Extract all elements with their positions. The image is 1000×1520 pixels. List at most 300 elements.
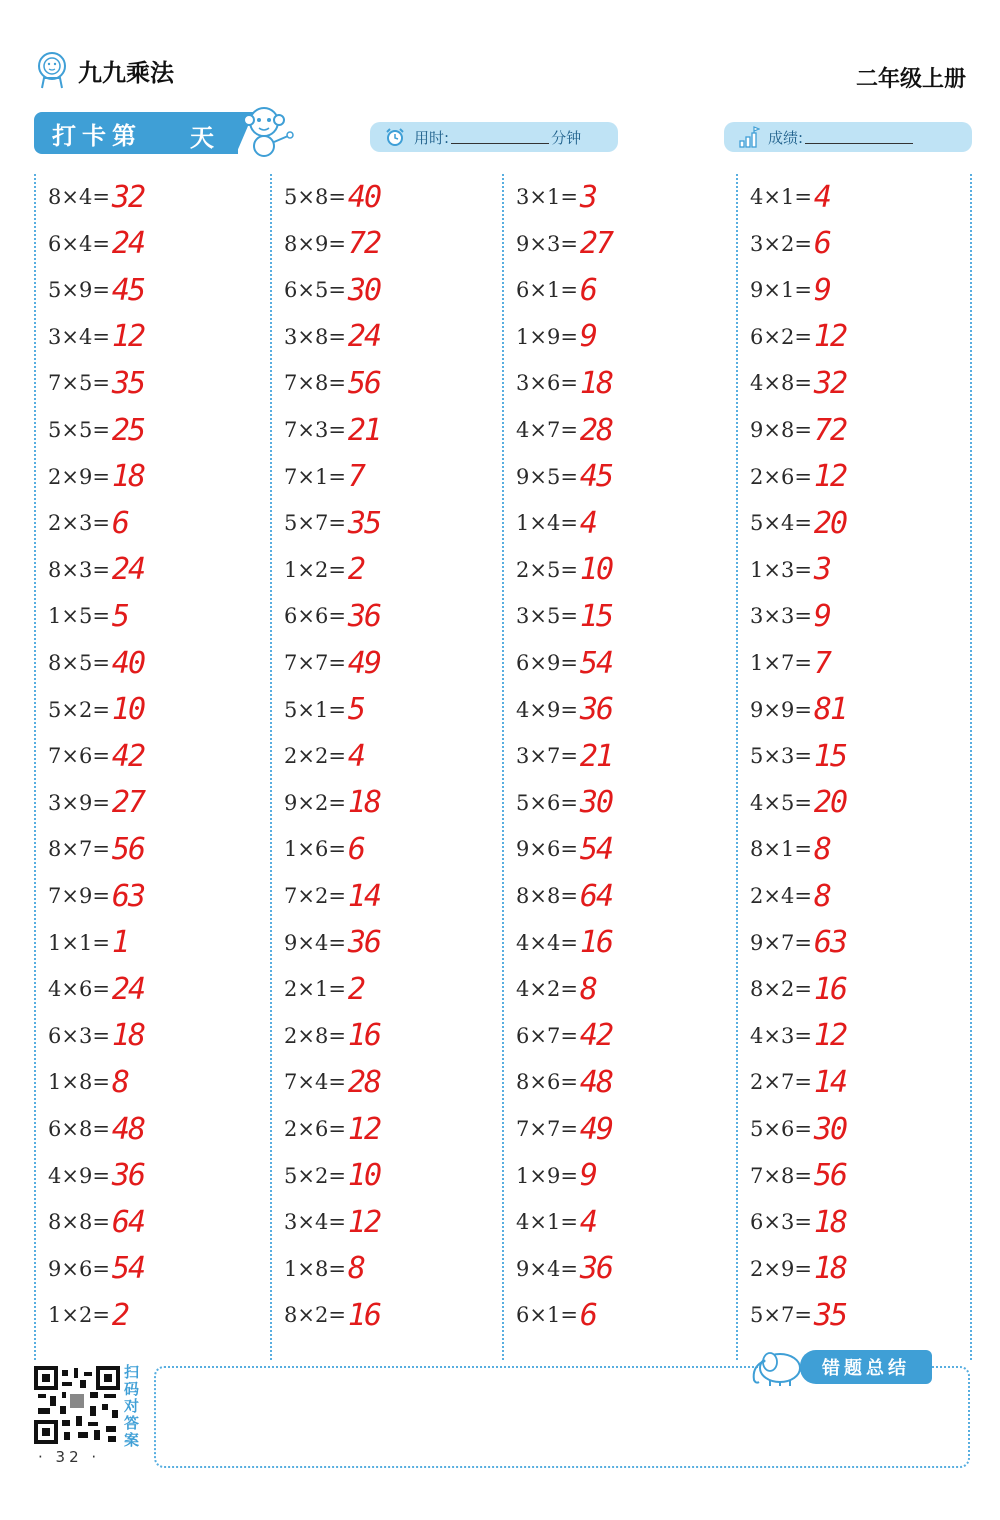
exercise-row bbox=[48, 1106, 144, 1152]
time-unit: 分钟 bbox=[551, 128, 582, 147]
multiplication-question: 2×6= bbox=[750, 464, 812, 489]
exercise-row bbox=[48, 454, 144, 500]
multiplication-question: 6×2= bbox=[750, 324, 812, 349]
handwritten-answer[interactable]: 8 bbox=[347, 1251, 364, 1287]
multiplication-question: 6×9= bbox=[516, 651, 578, 675]
multiplication-question: 3×1= bbox=[516, 185, 578, 209]
exercise-row bbox=[48, 640, 144, 686]
handwritten-answer[interactable]: 30 bbox=[579, 785, 613, 821]
multiplication-question: 6×3= bbox=[48, 1023, 110, 1048]
exercise-row bbox=[284, 920, 380, 966]
handwritten-answer[interactable]: 45 bbox=[111, 272, 145, 308]
multiplication-question: 2×4= bbox=[750, 884, 812, 908]
handwritten-answer[interactable]: 54 bbox=[579, 645, 613, 681]
multiplication-question: 2×8= bbox=[284, 1023, 346, 1048]
exercise-row bbox=[284, 593, 380, 639]
handwritten-answer[interactable]: 54 bbox=[111, 1251, 145, 1287]
exercise-row bbox=[750, 640, 830, 686]
multiplication-question: 8×2= bbox=[750, 977, 812, 1002]
multiplication-question: 9×7= bbox=[750, 930, 812, 955]
handwritten-answer[interactable]: 18 bbox=[111, 459, 145, 495]
handwritten-answer[interactable]: 6 bbox=[111, 505, 128, 541]
exercise-row bbox=[284, 1106, 380, 1152]
exercise-row bbox=[750, 1292, 846, 1338]
handwritten-answer[interactable]: 7 bbox=[347, 459, 364, 495]
handwritten-answer[interactable]: 32 bbox=[813, 365, 847, 401]
multiplication-question: 8×5= bbox=[48, 651, 110, 675]
exercise-row bbox=[750, 826, 830, 872]
handwritten-answer[interactable]: 64 bbox=[579, 878, 613, 914]
multiplication-question: 2×6= bbox=[284, 1117, 346, 1141]
multiplication-question: 6×1= bbox=[516, 1303, 578, 1328]
exercise-row bbox=[516, 547, 612, 593]
multiplication-question: 2×3= bbox=[48, 511, 110, 536]
exercise-row bbox=[284, 873, 380, 919]
exercise-row bbox=[284, 407, 380, 453]
exercise-row bbox=[284, 780, 380, 826]
exercise-row bbox=[516, 1292, 596, 1338]
handwritten-answer[interactable]: 56 bbox=[347, 365, 381, 401]
multiplication-question: 2×5= bbox=[516, 557, 578, 582]
multiplication-question: 5×2= bbox=[284, 1163, 346, 1188]
multiplication-question: 5×6= bbox=[750, 1117, 812, 1141]
multiplication-question: 3×4= bbox=[48, 324, 110, 349]
exercise-row bbox=[516, 360, 612, 406]
handwritten-answer[interactable]: 15 bbox=[579, 598, 613, 634]
exercise-row bbox=[516, 687, 612, 733]
handwritten-answer[interactable]: 36 bbox=[347, 598, 381, 634]
multiplication-question: 9×2= bbox=[284, 790, 346, 815]
handwritten-answer[interactable]: 21 bbox=[347, 412, 381, 448]
exercise-row bbox=[750, 1059, 846, 1105]
exercise-row bbox=[284, 733, 364, 779]
book-title: 九九乘法 bbox=[78, 58, 174, 87]
column-divider bbox=[270, 174, 272, 1360]
elephant-icon bbox=[748, 1346, 806, 1388]
multiplication-question: 6×4= bbox=[48, 231, 110, 256]
handwritten-answer[interactable]: 9 bbox=[813, 272, 830, 308]
time-field bbox=[370, 122, 618, 152]
multiplication-question: 2×7= bbox=[750, 1070, 812, 1095]
exercise-row bbox=[750, 873, 830, 919]
handwritten-answer[interactable]: 36 bbox=[347, 925, 381, 961]
exercise-row bbox=[284, 267, 380, 313]
mistake-summary-title: 错题总结 bbox=[800, 1350, 932, 1384]
handwritten-answer[interactable]: 16 bbox=[347, 1297, 381, 1333]
handwritten-answer[interactable]: 3 bbox=[813, 552, 830, 588]
lion-icon bbox=[34, 50, 70, 90]
multiplication-question: 7×7= bbox=[516, 1117, 578, 1141]
multiplication-question: 9×1= bbox=[750, 278, 812, 303]
handwritten-answer[interactable]: 36 bbox=[111, 1158, 145, 1194]
multiplication-question: 8×9= bbox=[284, 231, 346, 256]
multiplication-question: 6×5= bbox=[284, 278, 346, 303]
multiplication-question: 8×8= bbox=[48, 1210, 110, 1235]
exercise-row bbox=[516, 221, 612, 267]
exercise-row bbox=[284, 1246, 364, 1292]
handwritten-answer[interactable]: 4 bbox=[347, 738, 364, 774]
multiplication-question: 8×7= bbox=[48, 837, 110, 862]
exercise-row bbox=[516, 826, 612, 872]
handwritten-answer[interactable]: 8 bbox=[813, 878, 830, 914]
exercise-row bbox=[284, 1059, 380, 1105]
handwritten-answer[interactable]: 35 bbox=[347, 505, 381, 541]
multiplication-question: 8×3= bbox=[48, 557, 110, 582]
multiplication-question: 2×9= bbox=[48, 464, 110, 489]
handwritten-answer[interactable]: 8 bbox=[813, 831, 830, 867]
multiplication-question: 1×8= bbox=[48, 1070, 110, 1095]
multiplication-question: 4×3= bbox=[750, 1023, 812, 1048]
handwritten-answer[interactable]: 24 bbox=[111, 552, 145, 588]
exercise-row bbox=[750, 267, 830, 313]
page-number: · 32 · bbox=[38, 1448, 101, 1466]
handwritten-answer[interactable]: 63 bbox=[813, 925, 847, 961]
handwritten-answer[interactable]: 18 bbox=[813, 1204, 847, 1240]
exercise-row bbox=[284, 640, 380, 686]
multiplication-question: 4×9= bbox=[516, 697, 578, 722]
multiplication-question: 1×2= bbox=[48, 1303, 110, 1328]
exercise-row bbox=[750, 1153, 846, 1199]
handwritten-answer[interactable]: 12 bbox=[813, 1018, 847, 1054]
exercise-row bbox=[750, 1013, 846, 1059]
exercise-row bbox=[284, 360, 380, 406]
multiplication-question: 6×8= bbox=[48, 1117, 110, 1141]
handwritten-answer[interactable]: 10 bbox=[111, 692, 145, 728]
handwritten-answer[interactable]: 9 bbox=[813, 598, 830, 634]
exercise-row bbox=[48, 407, 144, 453]
exercise-row bbox=[516, 174, 596, 220]
handwritten-answer[interactable]: 12 bbox=[347, 1111, 381, 1147]
handwritten-answer[interactable]: 14 bbox=[347, 878, 381, 914]
handwritten-answer[interactable]: 54 bbox=[579, 831, 613, 867]
handwritten-answer[interactable]: 49 bbox=[347, 645, 381, 681]
multiplication-question: 4×9= bbox=[48, 1163, 110, 1188]
handwritten-answer[interactable]: 24 bbox=[111, 226, 145, 262]
multiplication-question: 2×9= bbox=[750, 1256, 812, 1281]
exercise-row bbox=[48, 826, 144, 872]
multiplication-question: 4×7= bbox=[516, 418, 578, 442]
exercise-row bbox=[516, 920, 612, 966]
handwritten-answer[interactable]: 40 bbox=[111, 645, 145, 681]
exercise-row bbox=[48, 687, 144, 733]
score-label: 成绩: bbox=[768, 128, 804, 147]
exercise-row bbox=[750, 593, 830, 639]
exercise-row bbox=[750, 174, 830, 220]
handwritten-answer[interactable]: 8 bbox=[111, 1064, 128, 1100]
exercise-row bbox=[48, 1059, 128, 1105]
multiplication-question: 7×2= bbox=[284, 884, 346, 908]
multiplication-question: 7×9= bbox=[48, 884, 110, 908]
exercise-row bbox=[48, 360, 144, 406]
exercise-row bbox=[750, 1199, 846, 1245]
multiplication-question: 5×4= bbox=[750, 511, 812, 536]
exercise-row bbox=[516, 780, 612, 826]
exercise-row bbox=[284, 826, 364, 872]
handwritten-answer[interactable]: 16 bbox=[347, 1018, 381, 1054]
exercise-row bbox=[284, 687, 364, 733]
exercise-row bbox=[48, 500, 128, 546]
time-blank[interactable] bbox=[451, 130, 549, 144]
handwritten-answer[interactable]: 10 bbox=[347, 1158, 381, 1194]
multiplication-question: 3×9= bbox=[48, 790, 110, 815]
multiplication-question: 7×1= bbox=[284, 464, 346, 489]
multiplication-question: 1×5= bbox=[48, 604, 110, 629]
multiplication-question: 6×6= bbox=[284, 604, 346, 629]
exercise-row bbox=[750, 1246, 846, 1292]
exercise-row bbox=[750, 314, 846, 360]
multiplication-question: 1×2= bbox=[284, 557, 346, 582]
multiplication-question: 1×9= bbox=[516, 1163, 578, 1188]
exercise-row bbox=[284, 1292, 380, 1338]
handwritten-answer[interactable]: 18 bbox=[579, 365, 613, 401]
handwritten-answer[interactable]: 20 bbox=[813, 505, 847, 541]
exercise-row bbox=[750, 1106, 846, 1152]
exercise-row bbox=[750, 733, 846, 779]
exercise-row bbox=[750, 360, 846, 406]
handwritten-answer[interactable]: 72 bbox=[347, 226, 381, 262]
handwritten-answer[interactable]: 18 bbox=[347, 785, 381, 821]
handwritten-answer[interactable]: 12 bbox=[813, 319, 847, 355]
multiplication-question: 5×3= bbox=[750, 744, 812, 769]
handwritten-answer[interactable]: 42 bbox=[579, 1018, 613, 1054]
handwritten-answer[interactable]: 28 bbox=[579, 412, 613, 448]
handwritten-answer[interactable]: 20 bbox=[813, 785, 847, 821]
handwritten-answer[interactable]: 30 bbox=[813, 1111, 847, 1147]
multiplication-question: 1×9= bbox=[516, 324, 578, 349]
handwritten-answer[interactable]: 36 bbox=[579, 1251, 613, 1287]
handwritten-answer[interactable]: 3 bbox=[579, 179, 596, 215]
handwritten-answer[interactable]: 27 bbox=[579, 226, 613, 262]
exercise-row bbox=[48, 314, 144, 360]
handwritten-answer[interactable]: 56 bbox=[813, 1158, 847, 1194]
column-divider bbox=[736, 174, 738, 1360]
handwritten-answer[interactable]: 4 bbox=[579, 1204, 596, 1240]
handwritten-answer[interactable]: 12 bbox=[111, 319, 145, 355]
handwritten-answer[interactable]: 32 bbox=[111, 179, 145, 215]
handwritten-answer[interactable]: 14 bbox=[813, 1064, 847, 1100]
handwritten-answer[interactable]: 63 bbox=[111, 878, 145, 914]
bar-chart-icon bbox=[738, 126, 760, 148]
handwritten-answer[interactable]: 25 bbox=[111, 412, 145, 448]
handwritten-answer[interactable]: 18 bbox=[813, 1251, 847, 1287]
checkin-banner bbox=[34, 112, 238, 154]
exercise-row bbox=[750, 920, 846, 966]
alarm-clock-icon bbox=[384, 126, 406, 148]
handwritten-answer[interactable]: 16 bbox=[813, 971, 847, 1007]
multiplication-question: 3×5= bbox=[516, 604, 578, 629]
exercise-row bbox=[48, 873, 144, 919]
handwritten-answer[interactable]: 9 bbox=[579, 319, 596, 355]
column-divider bbox=[502, 174, 504, 1360]
exercise-row bbox=[516, 500, 596, 546]
handwritten-answer[interactable]: 12 bbox=[813, 459, 847, 495]
exercise-row bbox=[48, 547, 144, 593]
handwritten-answer[interactable]: 30 bbox=[347, 272, 381, 308]
multiplication-question: 8×1= bbox=[750, 837, 812, 862]
multiplication-question: 7×8= bbox=[750, 1163, 812, 1188]
multiplication-question: 3×7= bbox=[516, 744, 578, 769]
multiplication-question: 5×1= bbox=[284, 697, 346, 722]
grade-label: 二年级上册 bbox=[855, 67, 966, 92]
exercise-row bbox=[284, 547, 364, 593]
exercise-row bbox=[516, 1199, 596, 1245]
exercise-row bbox=[48, 593, 128, 639]
exercise-row bbox=[48, 966, 144, 1012]
handwritten-answer[interactable]: 35 bbox=[813, 1297, 847, 1333]
handwritten-answer[interactable]: 5 bbox=[347, 692, 364, 728]
handwritten-answer[interactable]: 56 bbox=[111, 831, 145, 867]
handwritten-answer[interactable]: 27 bbox=[111, 785, 145, 821]
handwritten-answer[interactable]: 6 bbox=[579, 1297, 596, 1333]
score-blank[interactable] bbox=[805, 130, 913, 144]
handwritten-answer[interactable]: 42 bbox=[111, 738, 145, 774]
multiplication-question: 9×3= bbox=[516, 231, 578, 256]
exercise-row bbox=[516, 407, 612, 453]
exercise-grid bbox=[34, 174, 972, 1360]
exercise-row bbox=[284, 1199, 380, 1245]
multiplication-question: 6×7= bbox=[516, 1023, 578, 1048]
exercise-row bbox=[48, 1199, 144, 1245]
handwritten-answer[interactable]: 24 bbox=[111, 971, 145, 1007]
handwritten-answer[interactable]: 8 bbox=[579, 971, 596, 1007]
handwritten-answer[interactable]: 4 bbox=[579, 505, 596, 541]
multiplication-question: 4×6= bbox=[48, 977, 110, 1002]
handwritten-answer[interactable]: 15 bbox=[813, 738, 847, 774]
handwritten-answer[interactable]: 4 bbox=[813, 179, 830, 215]
multiplication-question: 4×1= bbox=[750, 185, 812, 209]
exercise-row bbox=[516, 1059, 612, 1105]
exercise-row bbox=[750, 221, 830, 267]
exercise-row bbox=[516, 873, 612, 919]
handwritten-answer[interactable]: 6 bbox=[813, 226, 830, 262]
exercise-row bbox=[48, 1246, 144, 1292]
scan-for-answers-label: 扫码对答案 bbox=[124, 1363, 140, 1449]
multiplication-question: 3×3= bbox=[750, 604, 812, 629]
multiplication-question: 9×4= bbox=[516, 1256, 578, 1281]
multiplication-question: 4×5= bbox=[750, 790, 812, 815]
handwritten-answer[interactable]: 2 bbox=[347, 971, 364, 1007]
handwritten-answer[interactable]: 2 bbox=[347, 552, 364, 588]
handwritten-answer[interactable]: 49 bbox=[579, 1111, 613, 1147]
multiplication-question: 6×3= bbox=[750, 1210, 812, 1235]
handwritten-answer[interactable]: 81 bbox=[813, 692, 847, 728]
handwritten-answer[interactable]: 6 bbox=[347, 831, 364, 867]
exercise-row bbox=[48, 1153, 144, 1199]
multiplication-question: 3×8= bbox=[284, 324, 346, 349]
handwritten-answer[interactable]: 48 bbox=[579, 1064, 613, 1100]
multiplication-question: 7×3= bbox=[284, 418, 346, 442]
multiplication-question: 1×1= bbox=[48, 930, 110, 955]
handwritten-answer[interactable]: 16 bbox=[579, 925, 613, 961]
multiplication-question: 9×6= bbox=[516, 837, 578, 862]
multiplication-question: 4×4= bbox=[516, 930, 578, 955]
exercise-row bbox=[516, 733, 612, 779]
handwritten-answer[interactable]: 21 bbox=[579, 738, 613, 774]
exercise-row bbox=[516, 1106, 612, 1152]
time-label: 用时: bbox=[414, 128, 450, 147]
multiplication-question: 1×3= bbox=[750, 557, 812, 582]
column-divider bbox=[970, 174, 972, 1360]
multiplication-question: 7×6= bbox=[48, 744, 110, 769]
handwritten-answer[interactable]: 64 bbox=[111, 1204, 145, 1240]
checkin-day-label: 天 bbox=[190, 124, 214, 152]
multiplication-question: 9×8= bbox=[750, 418, 812, 442]
handwritten-answer[interactable]: 28 bbox=[347, 1064, 381, 1100]
exercise-row bbox=[284, 454, 364, 500]
exercise-row bbox=[516, 1153, 596, 1199]
multiplication-question: 9×9= bbox=[750, 697, 812, 722]
handwritten-answer[interactable]: 36 bbox=[579, 692, 613, 728]
handwritten-answer[interactable]: 5 bbox=[111, 598, 128, 634]
book-header bbox=[34, 50, 174, 90]
exercise-row bbox=[516, 1013, 612, 1059]
multiplication-question: 3×6= bbox=[516, 371, 578, 396]
multiplication-question: 1×4= bbox=[516, 511, 578, 536]
checkin-label: 打卡第 bbox=[52, 121, 142, 150]
exercise-row bbox=[48, 1292, 128, 1338]
multiplication-question: 7×5= bbox=[48, 371, 110, 396]
exercise-row bbox=[516, 314, 596, 360]
handwritten-answer[interactable]: 18 bbox=[111, 1018, 145, 1054]
exercise-row bbox=[284, 966, 364, 1012]
exercise-row bbox=[750, 500, 846, 546]
exercise-row bbox=[48, 221, 144, 267]
multiplication-question: 6×1= bbox=[516, 278, 578, 303]
multiplication-question: 9×5= bbox=[516, 464, 578, 489]
column-divider bbox=[34, 174, 36, 1360]
multiplication-question: 2×1= bbox=[284, 977, 346, 1002]
multiplication-question: 2×2= bbox=[284, 744, 346, 769]
handwritten-answer[interactable]: 10 bbox=[579, 552, 613, 588]
handwritten-answer[interactable]: 48 bbox=[111, 1111, 145, 1147]
exercise-row bbox=[516, 267, 596, 313]
exercise-row bbox=[48, 920, 128, 966]
handwritten-answer[interactable]: 24 bbox=[347, 319, 381, 355]
multiplication-question: 8×6= bbox=[516, 1070, 578, 1095]
multiplication-question: 8×2= bbox=[284, 1303, 346, 1328]
exercise-row bbox=[284, 500, 380, 546]
multiplication-question: 1×6= bbox=[284, 837, 346, 862]
handwritten-answer[interactable]: 9 bbox=[579, 1158, 596, 1194]
handwritten-answer[interactable]: 40 bbox=[347, 179, 381, 215]
multiplication-question: 1×8= bbox=[284, 1256, 346, 1281]
multiplication-question: 3×2= bbox=[750, 231, 812, 256]
handwritten-answer[interactable]: 6 bbox=[579, 272, 596, 308]
exercise-row bbox=[516, 454, 612, 500]
multiplication-question: 4×8= bbox=[750, 371, 812, 396]
handwritten-answer[interactable]: 7 bbox=[813, 645, 830, 681]
exercise-row bbox=[750, 780, 846, 826]
multiplication-question: 4×2= bbox=[516, 977, 578, 1002]
handwritten-answer[interactable]: 45 bbox=[579, 459, 613, 495]
multiplication-question: 8×4= bbox=[48, 185, 110, 209]
handwritten-answer[interactable]: 12 bbox=[347, 1204, 381, 1240]
multiplication-question: 9×6= bbox=[48, 1256, 110, 1281]
handwritten-answer[interactable]: 1 bbox=[111, 925, 128, 961]
multiplication-question: 4×1= bbox=[516, 1210, 578, 1235]
handwritten-answer[interactable]: 35 bbox=[111, 365, 145, 401]
exercise-row bbox=[284, 314, 380, 360]
handwritten-answer[interactable]: 72 bbox=[813, 412, 847, 448]
exercise-row bbox=[284, 221, 380, 267]
handwritten-answer[interactable]: 2 bbox=[111, 1297, 128, 1333]
exercise-row bbox=[750, 547, 830, 593]
multiplication-question: 9×4= bbox=[284, 930, 346, 955]
exercise-row bbox=[284, 1013, 380, 1059]
multiplication-question: 8×8= bbox=[516, 884, 578, 908]
exercise-row bbox=[284, 174, 380, 220]
qr-code-icon[interactable] bbox=[34, 1366, 120, 1444]
